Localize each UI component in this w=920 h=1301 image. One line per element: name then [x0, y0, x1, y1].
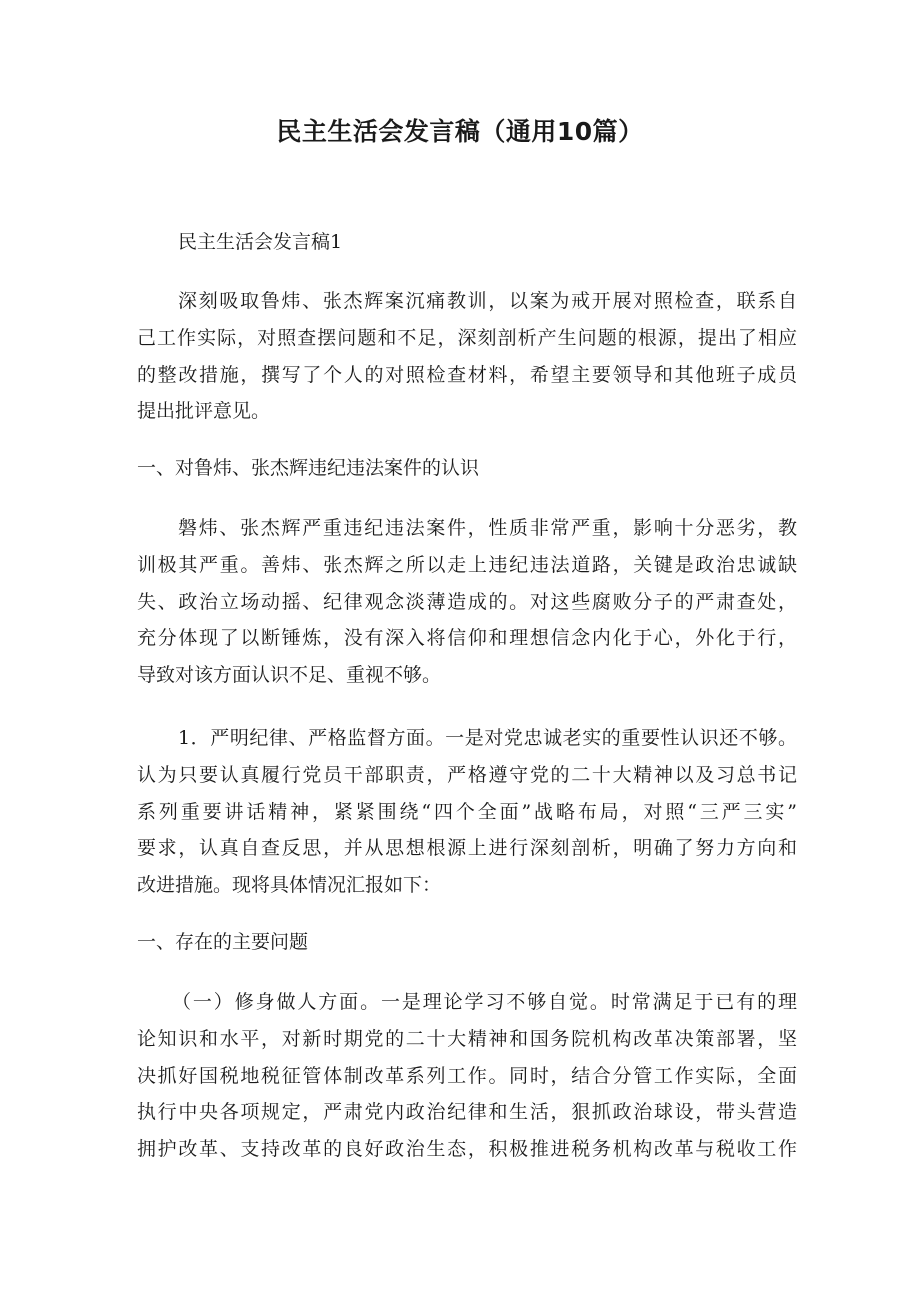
subheading	[137, 450, 797, 487]
paragraph-line: 改进措施。现将具体情况汇报如下：	[137, 874, 442, 897]
subheading-text: 一、对鲁炜、张杰辉违纪违法案件的认识	[137, 457, 480, 479]
paragraph-line: （一）修身做人方面。一是理论学习不够自觉。时常满足于已有的理	[172, 991, 797, 1013]
paragraph-line: 导致对该方面认识不足、重视不够。	[137, 664, 442, 687]
paragraph	[137, 283, 797, 430]
paragraph-line: 提出批评意见。	[137, 400, 271, 423]
document-title: 民主生活会发言稿（通用10篇）	[276, 117, 644, 146]
paragraph	[137, 720, 797, 904]
paragraph-line: 训极其严重。善炜、张杰辉之所以走上违纪违法道路，关键是政治忠诚缺	[137, 553, 797, 576]
paragraph-line: 拥护改革、支持改革的良好政治生态，积极推进税务机构改革与税收工作	[137, 1138, 797, 1161]
paragraph-line: 执行中央各项规定，严肃党内政治纪律和生活，狠抓政治球设，带头营造	[137, 1101, 797, 1124]
paragraph-line: 磐炜、张杰辉严重违纪违法案件，性质非常严重，影响十分恶劣，教	[178, 517, 797, 539]
paragraph-line: 失、政治立场动摇、纪律观念淡薄造成的。对这些腐败分子的严肃查处，	[137, 590, 797, 613]
paragraph	[137, 510, 797, 694]
paragraph-line: 决抓好国税地税征管体制改革系列工作。同时，结合分管工作实际，全面	[137, 1064, 797, 1087]
paragraph-line: 的整改措施，撰写了个人的对照检查材料，希望主要领导和其他班子成员	[137, 363, 797, 386]
paragraph-line: 认为只要认真履行党员干部职责，严格遵守党的二十大精神以及习总书记	[137, 763, 797, 786]
paragraph-line: 己工作实际，对照查摆问题和不足，深刻剖析产生问题的根源，提出了相应	[137, 326, 797, 349]
subheading	[137, 924, 797, 961]
section-heading-text: 民主生活会发言稿1	[178, 231, 343, 253]
paragraph-line: 论知识和水平，对新时期党的二十大精神和国务院机构改革决策部署，坚	[137, 1027, 797, 1050]
paragraph-line: 充分体现了以断锤炼，没有深入将信仰和理想信念内化于心，外化于行，	[137, 627, 797, 650]
paragraph-line: 1．严明纪律、严格监督方面。一是对党忠诚老实的重要性认识还不够。	[178, 727, 797, 749]
paragraph	[137, 984, 797, 1168]
paragraph-line: 系列重要讲话精神，紧紧围绕“四个全面”战略布局，对照“三严三实”	[137, 800, 797, 823]
section-heading	[137, 224, 797, 261]
paragraph-line: 深刻吸取鲁炜、张杰辉案沉痛教训，以案为戒开展对照检查，联系自	[178, 290, 797, 312]
paragraph-line: 要求，认真自查反思，并从思想根源上进行深刻剖析，明确了努力方向和	[137, 837, 797, 860]
subheading-text: 一、存在的主要问题	[137, 931, 309, 953]
